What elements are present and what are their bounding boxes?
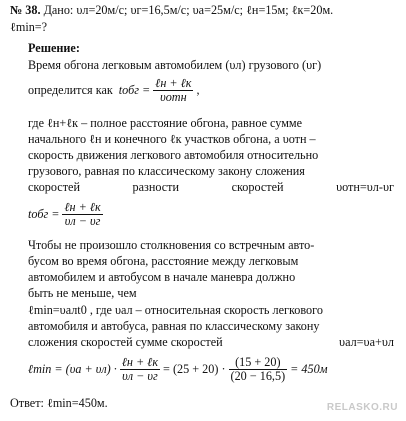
paragraph-line: быть не меньше, чем [28,286,137,300]
formula-3-result: = 450м [290,361,328,376]
paragraph-line [28,180,394,195]
relative-speed-formula: υотн=υл-υг [336,180,394,194]
paragraph-line: скорость движения легкового автомобиля относительно [28,148,319,162]
formula-3-fraction-1 [120,356,160,383]
formula-1-denominator: υотн [160,89,187,104]
paragraph-line: Время обгона легковым автомобилем (υл) грузового (υг) [28,58,322,72]
watermark: RELASKO.RU [326,402,398,413]
formula-1-fraction [153,77,193,104]
paragraph-line: ℓmin=υалt0 , где υал – относительная скорость легкового [28,303,323,317]
paragraph-text: определится как [28,82,113,97]
paragraph-text: сложения скоростей сумме скоростей [28,335,223,349]
paragraph-line: где ℓн+ℓк – полное расстояние обгона, равное сумме [28,116,303,130]
formula-1-tail: , [196,82,200,97]
problem-number: № 38. [10,3,41,17]
formula-3-numerator-1: ℓн + ℓк [121,354,159,369]
word: скоростей [28,180,80,194]
formula-2-lhs: tобг = [28,206,60,221]
paragraph-line: автомобиля и автобуса, равная по классическому закону [28,319,320,333]
paragraph-line: начального ℓн и конечного ℓк участков обгона, а υотн – [28,132,316,146]
formula-1-lhs: tобг = [118,82,151,97]
word: скоростей [231,180,284,194]
formula-3-line [28,352,327,386]
given-data: Дано: υл=20м/с; υг=16,5м/с; υа=25м/с; ℓн=15м; ℓк=20м. [43,3,334,17]
formula-1-numerator: ℓн + ℓк [155,75,192,90]
paragraph-line [28,335,394,350]
formula-3-middle: = (25 + 20) · [163,361,226,376]
formula-3-numerator-2: (15 + 20) [229,356,288,370]
answer: Ответ: ℓmin=450м. [10,396,108,410]
paragraph-line: бусом во время обгона, расстояние между легковым [28,254,299,268]
word: разности [132,180,180,194]
formula-2-line [28,197,103,231]
formula-3-denominator-2: (20 − 16,5) [230,368,286,383]
paragraph-line: Чтобы не произошло столкновения со встречным авто- [28,238,315,252]
formula-2-numerator: ℓн + ℓк [64,199,101,214]
find-text: ℓmin=? [10,20,48,34]
formula-3-fraction-2 [229,356,288,383]
problem-header [10,3,333,18]
formula-1-line [28,74,200,106]
paragraph-line: автомобилем и автобусом в начале маневра должно [28,270,296,284]
formula-3-denominator-1: υл − υг [122,368,158,383]
formula-3-lhs: ℓmin = (υа + υл) · [28,361,117,376]
paragraph-line: грузового, равная по классическому закону сложения [28,164,305,178]
formula-2-fraction [62,201,102,228]
solution-heading: Решение: [28,41,80,55]
formula-2-denominator: υл − υг [64,213,101,228]
sum-speed-formula: υал=υа+υл [339,335,394,349]
